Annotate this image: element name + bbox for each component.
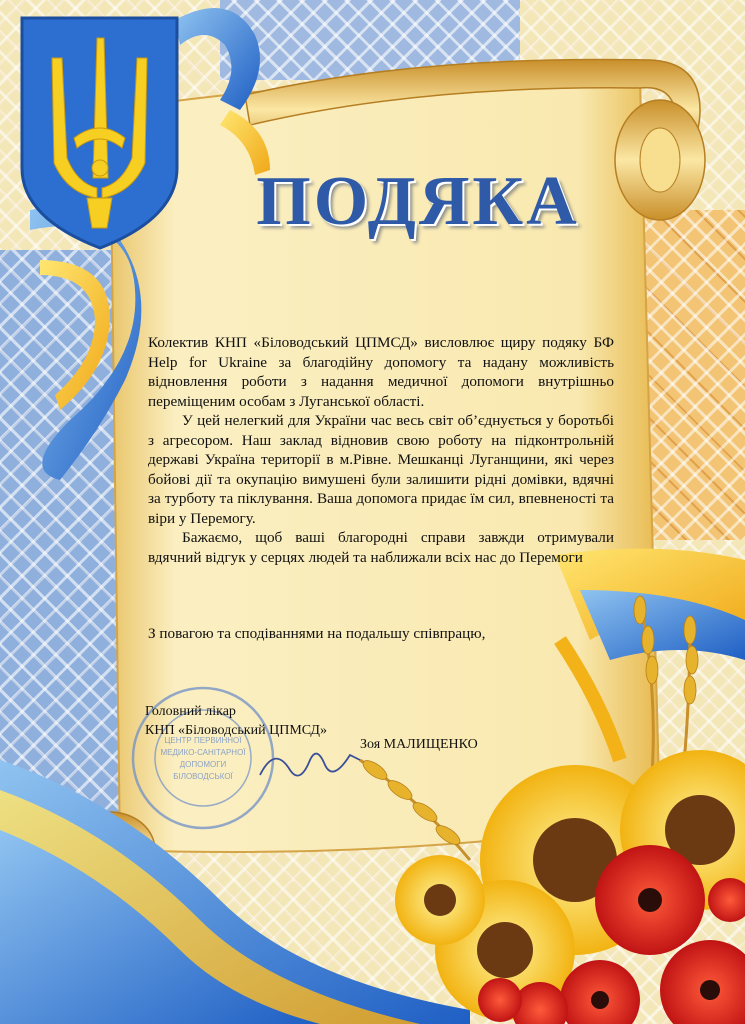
signer-name: Зоя МАЛИЩЕНКО xyxy=(360,737,478,752)
paragraph-2: У цей нелегкий для України час весь світ об’єднується у боротьбі з агресором. Наш заклад відновив свою роботу на підконтрольній державі Україна території в м.Рівне. Мешканці Луганщини, які через бойові дії та окупацію вимушені були залишити рідні домівки, вдячні за турботу та піклування. Ваша допомога придає їм сил, впевненості та віри у Перемогу. xyxy=(148,412,614,527)
signer-position: Головний лікар xyxy=(145,704,236,719)
trident-coat-of-arms-icon xyxy=(22,18,177,248)
letter-body xyxy=(148,333,614,567)
paragraph-3: Бажаємо, щоб ваші благородні справи завжди отримували вдячний відгук у серцях людей та наближали всіх нас до Перемоги xyxy=(148,529,614,566)
signature-block xyxy=(145,702,505,740)
svg-text:ЦЕНТР ПЕРВИННОЇ: ЦЕНТР ПЕРВИННОЇ xyxy=(164,736,242,745)
paragraph-1: Колектив КНП «Біловодський ЦПМСД» висловлює щиру подяку БФ Help for Ukraine за благодійну допомогу та надану можливість відновлення роботи з надання медичної допомоги внутрішньо переміщеним особам з Луганської області. xyxy=(148,334,614,410)
svg-text:БІЛОВОДСЬКОЇ: БІЛОВОДСЬКОЇ xyxy=(173,772,233,781)
closing-line: З повагою та сподіваннями на подальшу співпрацю, xyxy=(148,625,486,642)
svg-text:МЕДИКО-САНІТАРНОЇ: МЕДИКО-САНІТАРНОЇ xyxy=(160,748,246,757)
svg-text:ДОПОМОГИ: ДОПОМОГИ xyxy=(179,760,227,769)
signer-organization: КНП «Біловодський ЦПМСД» xyxy=(145,723,327,738)
handwritten-signature-icon xyxy=(255,740,365,790)
page-title: ПОДЯКА xyxy=(256,163,580,240)
